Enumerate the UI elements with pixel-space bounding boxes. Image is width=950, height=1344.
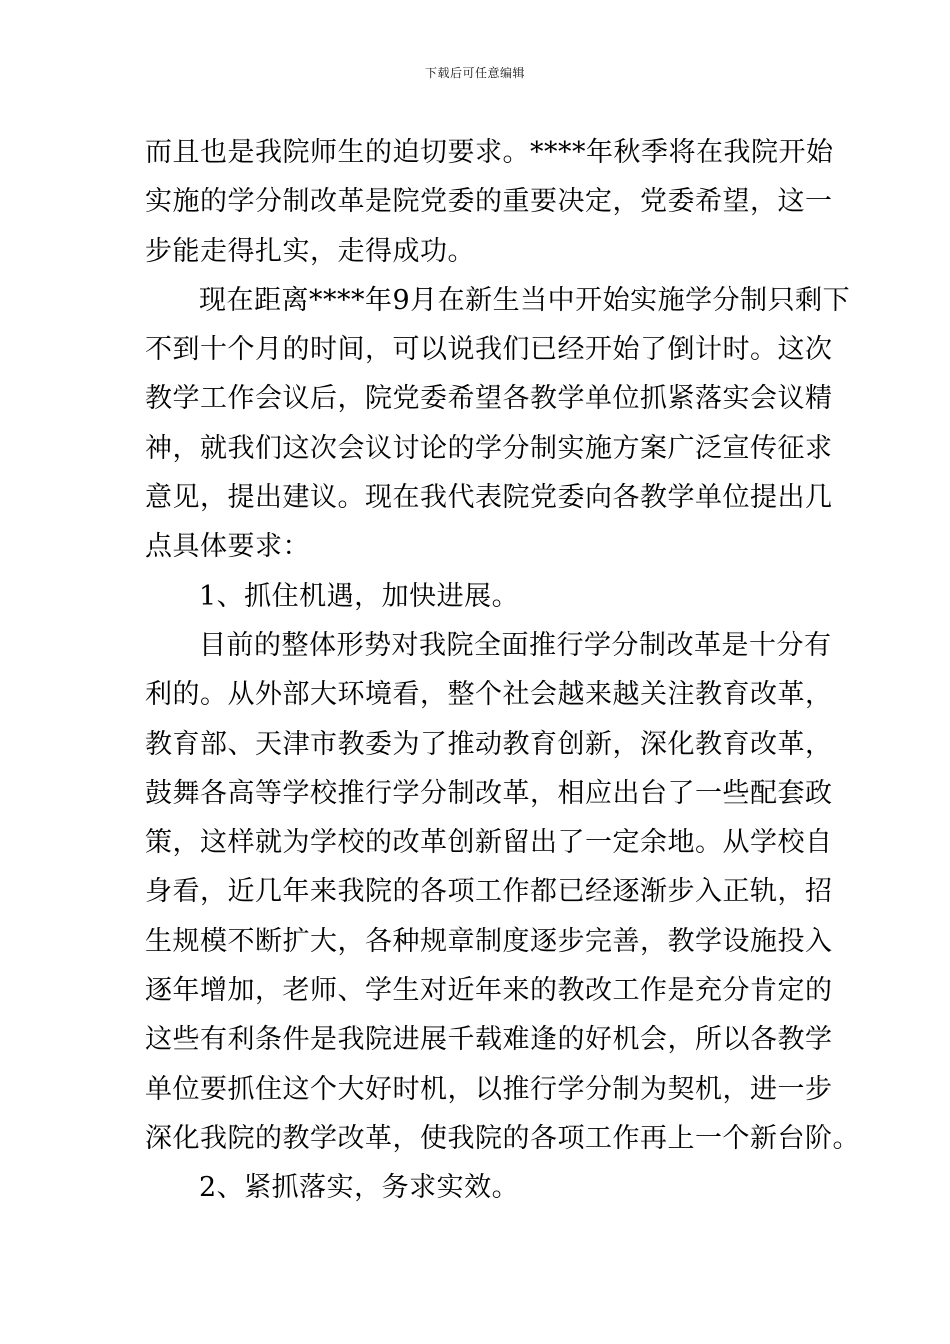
text-line: 深化我院的教学改革，使我院的各项工作再上一个新台阶。 xyxy=(145,1122,860,1154)
text-line: 策，这样就为学校的改革创新留出了一定余地。从学校自 xyxy=(145,827,833,859)
text-line: 意见，提出建议。现在我代表院党委向各教学单位提出几 xyxy=(145,482,833,514)
text-line: 利的。从外部大环境看，整个社会越来越关注教育改革， xyxy=(145,679,833,711)
text-line: 实施的学分制改革是院党委的重要决定，党委希望，这一 xyxy=(145,186,833,218)
text-line: 步能走得扎实，走得成功。 xyxy=(145,235,475,267)
text-line: 点具体要求： xyxy=(145,531,310,563)
text-line: 现在距离****年9月在新生当中开始实施学分制只剩下 xyxy=(199,284,851,316)
text-line: 不到十个月的时间，可以说我们已经开始了倒计时。这次 xyxy=(145,334,833,366)
text-line: 身看，近几年来我院的各项工作都已经逐渐步入正轨，招 xyxy=(145,876,833,908)
text-line: 单位要抓住这个大好时机，以推行学分制为契机，进一步 xyxy=(145,1073,833,1105)
text-line: 教育部、天津市教委为了推动教育创新，深化教育改革， xyxy=(145,728,833,760)
text-line: 逐年增加，老师、学生对近年来的教改工作是充分肯定的 xyxy=(145,975,833,1007)
text-line: 鼓舞各高等学校推行学分制改革，相应出台了一些配套政 xyxy=(145,777,833,809)
section-heading-2: 2、紧抓落实，务求实效。 xyxy=(199,1172,520,1204)
section-heading-1: 1、抓住机遇，加快进展。 xyxy=(199,580,520,612)
text-line: 而且也是我院师生的迫切要求。****年秋季将在我院开始 xyxy=(145,137,834,168)
text-line: 教学工作会议后，院党委希望各教学单位抓紧落实会议精 xyxy=(145,383,833,415)
text-line: 神，就我们这次会议讨论的学分制实施方案广泛宣传征求 xyxy=(145,432,833,464)
text-line: 这些有利条件是我院进展千载难逢的好机会，所以各教学 xyxy=(145,1024,833,1056)
document-body xyxy=(145,128,860,1213)
text-line: 目前的整体形势对我院全面推行学分制改革是十分有 xyxy=(199,629,832,661)
page-header: 下载后可任意编辑 xyxy=(424,66,525,80)
text-line: 生规模不断扩大，各种规章制度逐步完善，教学设施投入 xyxy=(145,925,833,957)
